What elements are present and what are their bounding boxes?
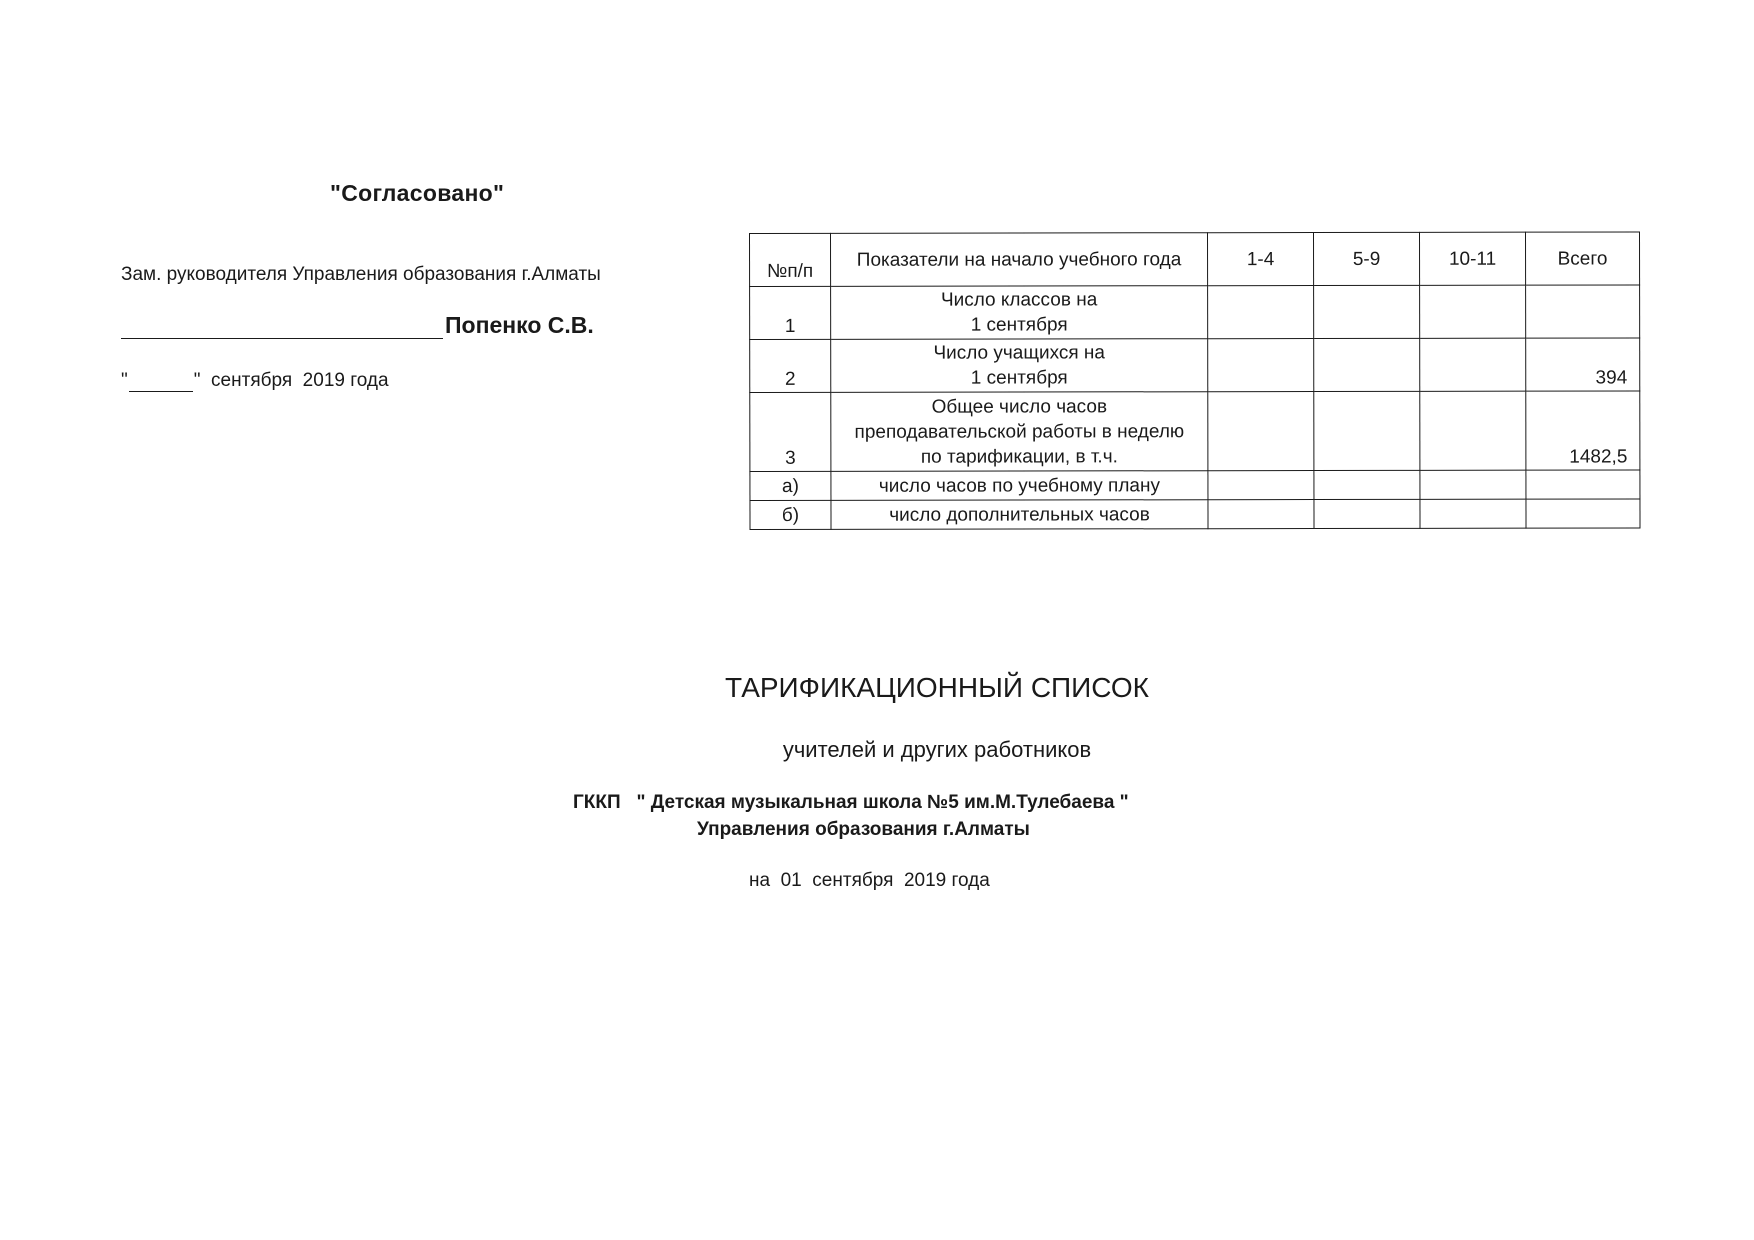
- row-label: число часов по учебному плану: [831, 471, 1208, 501]
- row-cell-1-4: [1208, 286, 1314, 339]
- date-rest: " сентября 2019 года: [193, 370, 389, 391]
- table-row: [750, 470, 1640, 501]
- row-cell-total: [1526, 285, 1640, 338]
- row-label: число дополнительных часов: [831, 500, 1208, 530]
- header-grades-1-4: 1-4: [1208, 233, 1314, 286]
- row-num: 1: [750, 286, 831, 339]
- organization-authority: Управления образования г.Алматы: [697, 819, 1030, 840]
- row-cell-total: 394: [1526, 338, 1640, 391]
- row-num: а): [750, 471, 831, 500]
- row-label: [831, 286, 1208, 340]
- row-label-text: Число учащихся на 1 сентября: [933, 342, 1106, 389]
- row-label: [831, 392, 1208, 472]
- row-cell-total: [1526, 470, 1640, 499]
- header-grades-5-9: 5-9: [1314, 232, 1420, 285]
- date-day-blank: [129, 373, 193, 392]
- row-cell-5-9: [1314, 470, 1420, 499]
- document-subtitle: учителей и других работников: [782, 737, 1092, 762]
- row-label-text: Общее число часов преподавательской работы в неделю по тарификации, в т.ч.: [854, 395, 1185, 468]
- row-num: 3: [750, 392, 831, 471]
- row-cell-1-4: [1208, 339, 1314, 392]
- header-grades-10-11: 10-11: [1419, 232, 1525, 285]
- table-row: [750, 338, 1640, 393]
- row-cell-5-9: [1314, 285, 1420, 338]
- row-cell-10-11: [1420, 499, 1526, 528]
- document-date: на 01 сентября 2019 года: [749, 870, 990, 891]
- row-cell-1-4: [1208, 392, 1314, 471]
- row-cell-5-9: [1314, 499, 1420, 528]
- header-total: Всего: [1525, 232, 1639, 285]
- row-cell-1-4: [1208, 500, 1314, 529]
- header-indicators: Показатели на начало учебного года: [831, 233, 1208, 287]
- header-num: №п/п: [750, 233, 831, 286]
- indicators-table: [749, 231, 1641, 530]
- signatory-name: Попенко С.В.: [445, 312, 594, 338]
- row-cell-total: [1526, 499, 1640, 528]
- row-label: [831, 339, 1208, 393]
- row-label-text: Число классов на 1 сентября: [940, 289, 1098, 336]
- approval-date: [121, 370, 389, 392]
- row-cell-10-11: [1420, 285, 1526, 338]
- row-num: 2: [750, 339, 831, 392]
- date-open-quote: ": [121, 370, 128, 391]
- row-cell-10-11: [1420, 338, 1526, 391]
- row-cell-5-9: [1314, 391, 1420, 470]
- row-cell-1-4: [1208, 471, 1314, 500]
- signature-line: [121, 312, 594, 339]
- table-row: [750, 499, 1640, 530]
- signature-blank: [121, 314, 443, 339]
- table-header-row: [750, 232, 1640, 287]
- row-num: б): [750, 500, 831, 529]
- row-cell-10-11: [1420, 470, 1526, 499]
- table-row: [750, 391, 1640, 472]
- document-title: ТАРИФИКАЦИОННЫЙ СПИСОК: [725, 672, 1149, 703]
- approval-title: "Согласовано": [330, 180, 505, 206]
- row-cell-10-11: [1420, 391, 1526, 470]
- row-cell-5-9: [1314, 338, 1420, 391]
- approval-position: Зам. руководителя Управления образования г.Алматы: [121, 264, 601, 285]
- organization-name: ГККП " Детская музыкальная школа №5 им.М.Тулебаева ": [573, 792, 1129, 813]
- table-row: [750, 285, 1640, 340]
- row-cell-total: 1482,5: [1526, 391, 1640, 470]
